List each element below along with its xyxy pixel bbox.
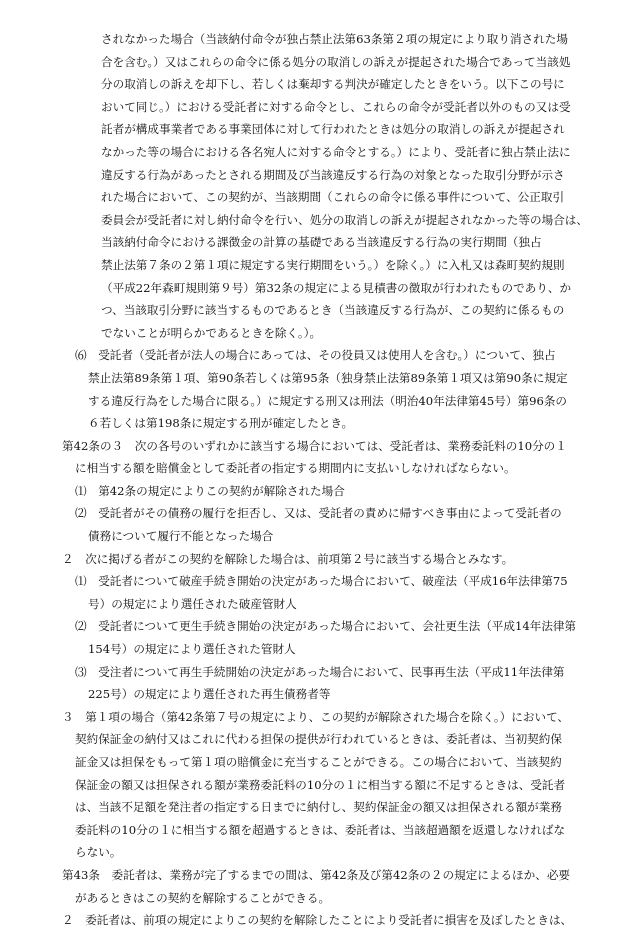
text-line: 第42条の３ 次の各号のいずれかに該当する場合においては、受託者は、業務委託料の10分の１	[62, 438, 567, 453]
text-line: 委員会が受託者に対し納付命令を行い、処分の取消しの訴えが提起されなかった等の場合は、	[101, 212, 588, 227]
text-line: ⑴ 受託者について破産手続き開始の決定があった場合において、破産法（平成16年法律第75	[75, 574, 568, 589]
text-line: 保証金の額又は担保される額が業務委託料の10分の１に相当する額に不足するときは、受託者	[75, 777, 566, 792]
text-line: らない。	[75, 845, 122, 860]
text-line: 契約保証金の納付又はこれに代わる担保の提供が行われているときは、委託者は、当初契約保	[75, 732, 562, 747]
text-line: なかった等の場合における各名宛人に対する命令とする。）により、受託者に独占禁止法に	[101, 144, 571, 159]
text-line: つ、当該取引分野に該当するものであるとき（当該違反する行為が、この契約に係るもの	[101, 303, 565, 318]
text-line: する違反行為をした場合に限る。）に規定する刑又は刑法（明治40年法律第45号）第96条の	[88, 393, 568, 408]
text-line: ⑴ 第42条の規定によりこの契約が解除された場合	[75, 483, 345, 498]
text-line: でないことが明らかであるときを除く。）。	[101, 325, 322, 340]
text-line: ３ 第１項の場合（第42条第７号の規定により、この契約が解除された場合を除く。）において、	[62, 709, 570, 724]
text-line: ２ 次に掲げる者がこの契約を解除した場合は、前項第２号に該当する場合とみなす。	[62, 551, 514, 566]
text-line: されなかった場合（当該納付命令が独占禁止法第63条第２項の規定により取り消された場	[101, 32, 568, 46]
text-line: 託者が構成事業者である事業団体に対して行われたときは処分の取消しの訴えが提起され	[101, 122, 565, 137]
text-line: 分の取消しの訴えを却下し、若しくは棄却する判決が確定したときをいう。以下この号に	[101, 77, 565, 92]
text-line: 証金又は担保をもって第１項の賠償金に充当することができる。この場合において、当該契約	[75, 755, 562, 769]
text-line: ６若しくは第198条に規定する刑が確定したとき。	[88, 416, 354, 431]
text-line: ⑹ 受託者（受託者が法人の場合にあっては、その役員又は使用人を含む。）について、独占	[75, 348, 556, 363]
text-line: 第43条 委託者は、業務が完了するまでの間は、第42条及び第42条の２の規定によるほか、必要	[62, 867, 571, 882]
text-line: 禁止法第89条第１項、第90条若しくは第95条（独身禁止法第89条第１項又は第90条に規定	[88, 370, 568, 385]
text-line: おいて同じ。）における受託者に対する命令とし、これらの命令が受託者以外のもの又は受	[101, 99, 571, 114]
text-line: 当該納付命令における課徴金の計算の基礎である当該違反する行為の実行期間（独占	[101, 235, 542, 250]
text-line: ２ 委託者は、前項の規定によりこの契約を解除したことにより受託者に損害を及ぼしたときは、	[62, 913, 573, 928]
text-line: 禁止法第７条の２第１項に規定する実行期間をいう。）を除く。）に入札又は森町契約規則	[101, 257, 565, 272]
text-line: があるときはこの契約を解除することができる。	[75, 890, 331, 905]
text-line: 号）の規定により選任された破産管財人	[88, 596, 297, 611]
text-line: 225号）の規定により選任された再生債務者等	[88, 687, 331, 702]
text-line: 債務について履行不能となった場合	[88, 529, 274, 544]
text-line: に相当する額を賠償金として委託者の指定する期間内に支払いしなければならない。	[75, 461, 516, 476]
text-line: ⑵ 受託者がその債務の履行を拒否し、又は、受託者の責めに帰すべき事由によって受託者の	[75, 506, 562, 521]
text-line: 違反する行為があったとされる期間及び当該違反する行為の対象となった取引分野が示さ	[101, 167, 565, 182]
text-line: 154号）の規定により選任された管財人	[88, 642, 296, 657]
text-line: ⑶ 受注者について再生手続開始の決定があった場合において、民事再生法（平成11年法律第	[75, 664, 565, 679]
text-line: は、当該不足額を発注者の指定する日までに納付し、契約保証金の額又は担保される額が業務	[75, 800, 562, 815]
text-line: 委託料の10分の１に相当する額を超過するときは、委託者は、当該超過額を返還しなければな	[75, 822, 566, 837]
text-line: （平成22年森町規則第９号）第32条の規定による見積書の徴取が行われたものであり、か	[101, 280, 572, 295]
text-line: ⑵ 受託者について更生手続き開始の決定があった場合において、会社更生法（平成14年法律第	[75, 619, 577, 634]
text-line: れた場合において、この契約が、当該期間（これらの命令に係る事件について、公正取引	[101, 190, 565, 205]
text-line: 合を含む。）又はこれらの命令に係る処分の取消しの訴えが提起された場合であって当該処	[101, 54, 571, 69]
